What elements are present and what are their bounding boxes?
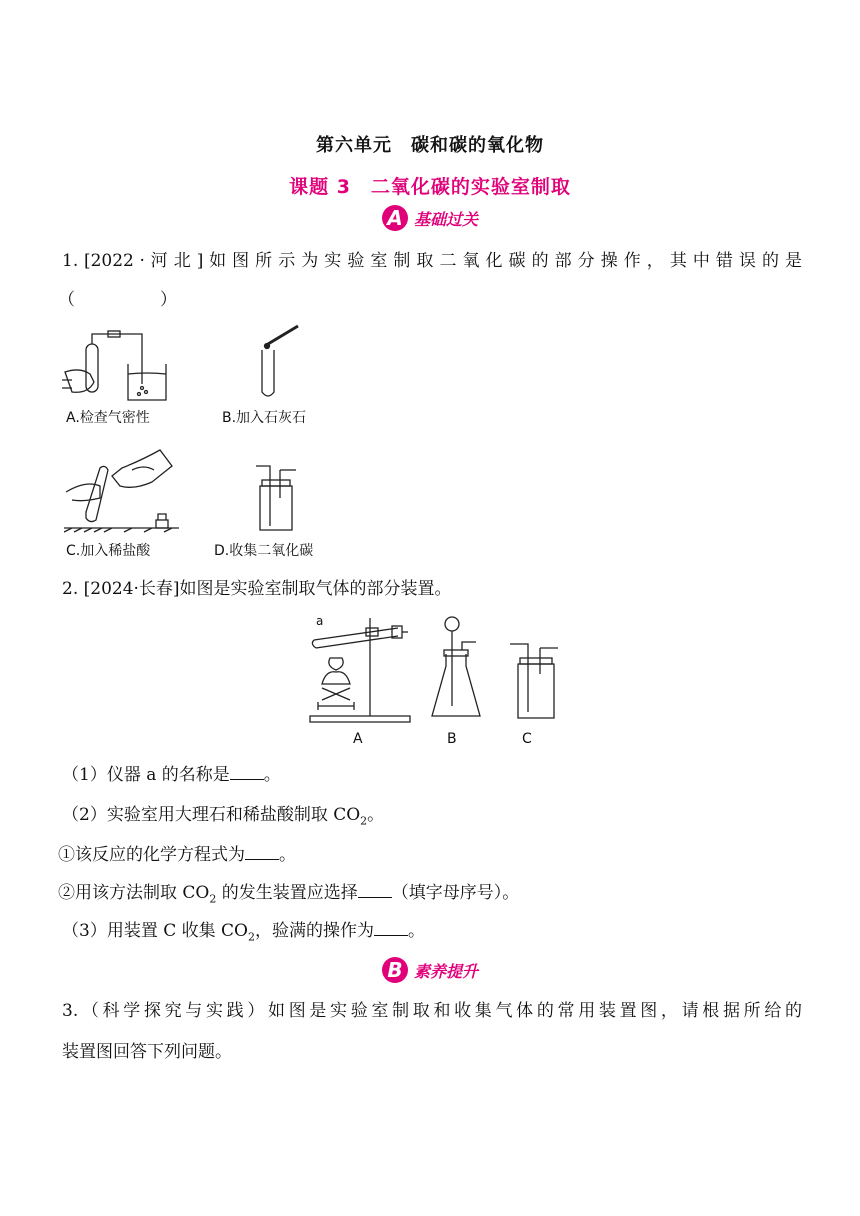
lesson-title: 课题 3 二氧化碳的实验室制取 [289,176,571,198]
q2-stem: 2. [2024·长春]如图是实验室制取气体的部分装置。 [62,579,452,599]
answer-blank[interactable] [358,879,392,898]
section-a-badge: A [382,205,408,231]
q3-line-1: 3.（科学探究与实践）如图是实验室制取和收集气体的常用装置图，请根据所给的 [62,1001,802,1021]
q2-label-a: A [353,731,363,747]
q2-label-a-instrument: a [316,614,324,628]
q1-caption-c: C.加入稀盐酸 [66,543,151,559]
section-a-label: 基础过关 [413,209,478,229]
q2-label-b: B [447,731,457,747]
q1-caption-a: A.检查气密性 [66,410,150,426]
section-a-header [0,205,860,231]
answer-blank[interactable] [374,917,408,936]
q1-figure-b [250,322,310,404]
q3-line-2: 装置图回答下列问题。 [62,1042,232,1062]
q1-figure-c [64,440,184,536]
q2-label-c: C [522,731,532,747]
q1-stem: 1. [2022 · 河 北 ] 如 图 所 示 为 实 验 室 制 取 二 氧 化 碳 的 部 分 操 作 ， 其 中 错 误 的 是 [62,251,802,271]
q1-figure-a [60,322,180,404]
q2-part-3: （3）用装置 C 收集 $CO_2$，验满的操作为 。 [62,916,802,952]
section-b-header [0,957,860,983]
q1-answer-paren: （ ） [58,290,177,310]
unit-title: 第六单元 碳和碳的氧化物 [316,135,544,156]
answer-blank[interactable] [245,841,279,860]
q2-part-1: （1）仪器 a 的名称是 。 [62,760,802,790]
q2-part-2b: ②用该方法制取 $CO_2$ 的发生装置应选择 （填字母序号）。 [58,878,798,914]
q1-caption-b: B.加入石灰石 [222,410,307,426]
q2-part-2a: ①该反应的化学方程式为 。 [58,840,798,870]
answer-blank[interactable] [230,761,264,780]
section-b-badge: B [382,957,408,983]
q2-apparatus-figure [300,614,570,724]
q1-caption-d: D.收集二氧化碳 [214,543,314,559]
q1-figure-d [250,462,310,538]
section-b-label: 素养提升 [413,961,478,981]
q2-part-2: （2）实验室用大理石和稀盐酸制取 $CO_2$。 [62,805,385,828]
